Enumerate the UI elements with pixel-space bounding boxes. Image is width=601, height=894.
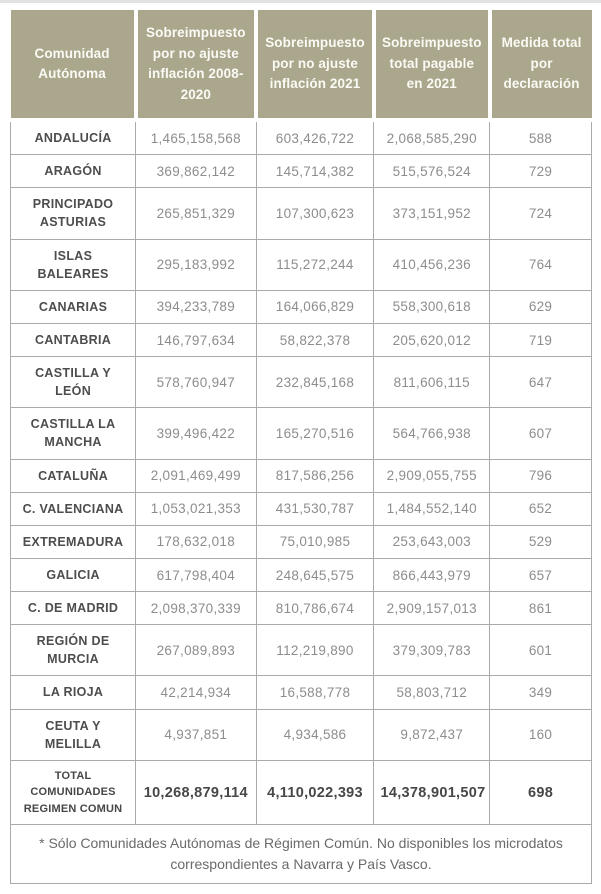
value-cell: 652 <box>490 492 592 525</box>
value-cell: 2,098,370,339 <box>136 592 256 625</box>
value-cell: 607 <box>490 408 592 459</box>
table-row <box>11 155 592 188</box>
community-name-cell: CEUTA Y MELILLA <box>11 709 136 760</box>
value-cell: 253,643,003 <box>374 525 490 558</box>
table-row <box>11 492 592 525</box>
value-cell: 431,530,787 <box>256 492 374 525</box>
footnote-row <box>11 825 592 884</box>
table-body <box>11 120 592 760</box>
value-cell: 578,760,947 <box>136 357 256 408</box>
header-row <box>11 10 592 120</box>
table-row <box>11 558 592 591</box>
value-cell: 657 <box>490 558 592 591</box>
value-cell: 75,010,985 <box>256 525 374 558</box>
value-cell: 1,484,552,140 <box>374 492 490 525</box>
tax-surcharge-table <box>10 10 592 884</box>
table-row <box>11 525 592 558</box>
value-cell: 248,645,575 <box>256 558 374 591</box>
value-cell: 160 <box>490 709 592 760</box>
community-name-cell: REGIÓN DE MURCIA <box>11 625 136 676</box>
footnote-text: * Sólo Comunidades Autónomas de Régimen Común. No disponibles los microdatos correspondientes a Navarra y País Vasco. <box>11 825 592 884</box>
value-cell: 796 <box>490 459 592 492</box>
value-cell: 764 <box>490 239 592 290</box>
value-cell: 2,068,585,290 <box>374 120 490 155</box>
header-medida-declaracion: Medida total por declaración <box>490 10 592 120</box>
value-cell: 861 <box>490 592 592 625</box>
table-row <box>11 357 592 408</box>
value-cell: 394,233,789 <box>136 290 256 323</box>
community-name-cell: CASTILLA LA MANCHA <box>11 408 136 459</box>
value-cell: 817,586,256 <box>256 459 374 492</box>
community-name-cell: C. VALENCIANA <box>11 492 136 525</box>
value-cell: 42,214,934 <box>136 676 256 709</box>
value-cell: 165,270,516 <box>256 408 374 459</box>
value-cell: 178,632,018 <box>136 525 256 558</box>
table-container <box>0 3 601 894</box>
table-row <box>11 239 592 290</box>
total-value-cell: 10,268,879,114 <box>136 760 256 825</box>
community-name-cell: CATALUÑA <box>11 459 136 492</box>
table-header <box>11 10 592 120</box>
value-cell: 601 <box>490 625 592 676</box>
value-cell: 267,089,893 <box>136 625 256 676</box>
total-value-cell: 698 <box>490 760 592 825</box>
value-cell: 379,309,783 <box>374 625 490 676</box>
table-footer <box>11 760 592 884</box>
table-row <box>11 592 592 625</box>
table-row <box>11 709 592 760</box>
value-cell: 588 <box>490 120 592 155</box>
value-cell: 603,426,722 <box>256 120 374 155</box>
table-row <box>11 188 592 239</box>
table-row <box>11 408 592 459</box>
header-total-pagable-2021: Sobreimpuesto total pagable en 2021 <box>374 10 490 120</box>
value-cell: 724 <box>490 188 592 239</box>
table-row <box>11 290 592 323</box>
community-name-cell: ISLAS BALEARES <box>11 239 136 290</box>
value-cell: 729 <box>490 155 592 188</box>
value-cell: 349 <box>490 676 592 709</box>
community-name-cell: CANTABRIA <box>11 323 136 356</box>
value-cell: 1,465,158,568 <box>136 120 256 155</box>
value-cell: 232,845,168 <box>256 357 374 408</box>
table-row <box>11 676 592 709</box>
community-name-cell: CANARIAS <box>11 290 136 323</box>
value-cell: 373,151,952 <box>374 188 490 239</box>
value-cell: 399,496,422 <box>136 408 256 459</box>
value-cell: 617,798,404 <box>136 558 256 591</box>
value-cell: 265,851,329 <box>136 188 256 239</box>
community-name-cell: CASTILLA Y LEÓN <box>11 357 136 408</box>
value-cell: 515,576,524 <box>374 155 490 188</box>
value-cell: 2,909,157,013 <box>374 592 490 625</box>
value-cell: 1,053,021,353 <box>136 492 256 525</box>
value-cell: 4,937,851 <box>136 709 256 760</box>
value-cell: 558,300,618 <box>374 290 490 323</box>
header-comunidad: Comunidad Autónoma <box>11 10 136 120</box>
total-value-cell: 4,110,022,393 <box>256 760 374 825</box>
value-cell: 146,797,634 <box>136 323 256 356</box>
header-sobreimpuesto-2021: Sobreimpuesto por no ajuste inflación 2021 <box>256 10 374 120</box>
value-cell: 564,766,938 <box>374 408 490 459</box>
community-name-cell: PRINCIPADO ASTURIAS <box>11 188 136 239</box>
table-row <box>11 120 592 155</box>
community-name-cell: GALICIA <box>11 558 136 591</box>
value-cell: 164,066,829 <box>256 290 374 323</box>
value-cell: 205,620,012 <box>374 323 490 356</box>
table-row <box>11 459 592 492</box>
value-cell: 107,300,623 <box>256 188 374 239</box>
community-name-cell: LA RIOJA <box>11 676 136 709</box>
community-name-cell: C. DE MADRID <box>11 592 136 625</box>
community-name-cell: EXTREMADURA <box>11 525 136 558</box>
community-name-cell: ARAGÓN <box>11 155 136 188</box>
value-cell: 145,714,382 <box>256 155 374 188</box>
total-label-cell: TOTAL COMUNIDADES REGIMEN COMUN <box>11 760 136 825</box>
header-sobreimpuesto-2008-2020: Sobreimpuesto por no ajuste inflación 2008-2020 <box>136 10 256 120</box>
value-cell: 369,862,142 <box>136 155 256 188</box>
value-cell: 112,219,890 <box>256 625 374 676</box>
value-cell: 4,934,586 <box>256 709 374 760</box>
value-cell: 9,872,437 <box>374 709 490 760</box>
table-row <box>11 323 592 356</box>
value-cell: 2,909,055,755 <box>374 459 490 492</box>
value-cell: 410,456,236 <box>374 239 490 290</box>
value-cell: 58,803,712 <box>374 676 490 709</box>
community-name-cell: ANDALUCÍA <box>11 120 136 155</box>
value-cell: 2,091,469,499 <box>136 459 256 492</box>
table-row <box>11 625 592 676</box>
value-cell: 810,786,674 <box>256 592 374 625</box>
total-value-cell: 14,378,901,507 <box>374 760 490 825</box>
value-cell: 647 <box>490 357 592 408</box>
value-cell: 115,272,244 <box>256 239 374 290</box>
value-cell: 529 <box>490 525 592 558</box>
value-cell: 58,822,378 <box>256 323 374 356</box>
value-cell: 811,606,115 <box>374 357 490 408</box>
value-cell: 295,183,992 <box>136 239 256 290</box>
value-cell: 866,443,979 <box>374 558 490 591</box>
value-cell: 16,588,778 <box>256 676 374 709</box>
value-cell: 719 <box>490 323 592 356</box>
value-cell: 629 <box>490 290 592 323</box>
